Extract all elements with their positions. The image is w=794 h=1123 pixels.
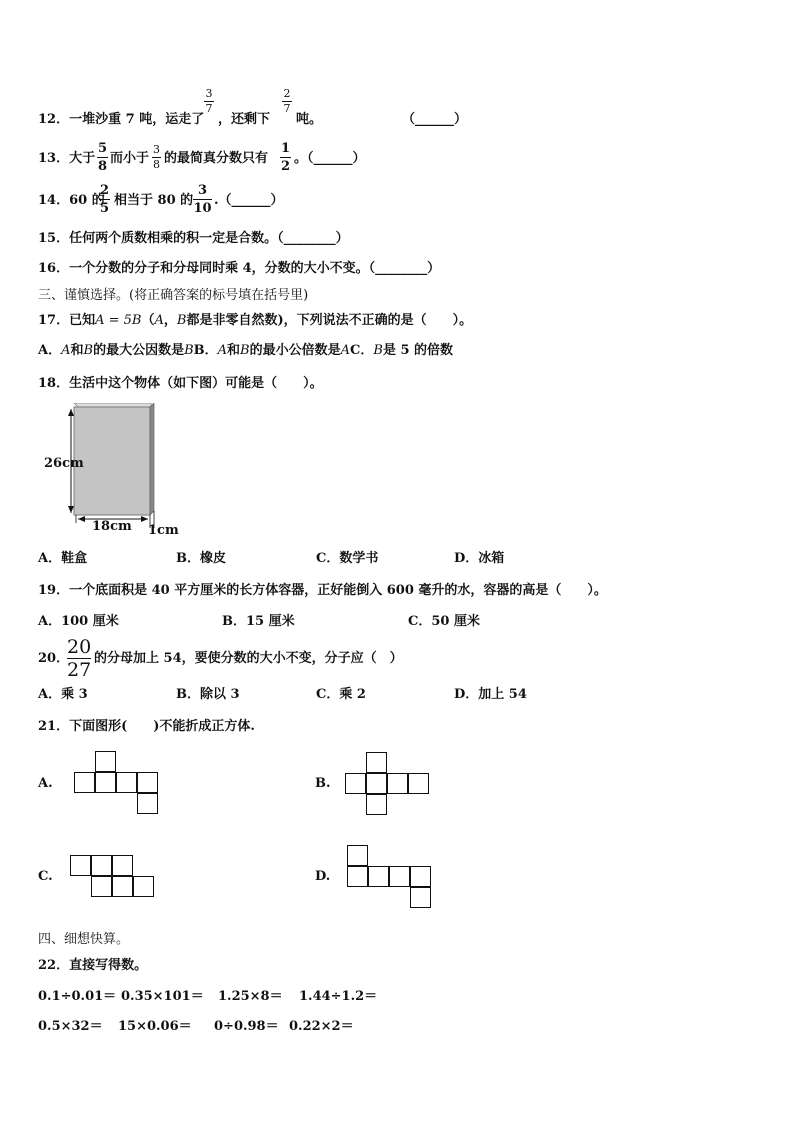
- q17-option-b-label[interactable]: B．: [193, 343, 218, 358]
- q13-f2-numerator: 3: [153, 143, 160, 156]
- q14-text-3: .（______）: [214, 193, 284, 208]
- q20-numerator: 20: [67, 636, 92, 658]
- q22-number: 22．: [38, 958, 70, 973]
- q20-denominator: 27: [67, 659, 92, 681]
- q12-f2-denominator: 7: [283, 102, 291, 115]
- q15-text: 任何两个质数相乘的积一定是合数。（________）: [69, 231, 349, 246]
- q19-option-b[interactable]: B．15 厘米: [222, 614, 295, 629]
- book-side-face: [150, 403, 154, 515]
- q22-row1-item2[interactable]: 0.35×101＝: [121, 989, 204, 1004]
- q16-number: 16．: [38, 261, 70, 276]
- q22-line: [38, 958, 147, 974]
- q12-line: [38, 112, 204, 128]
- q12-f1-numerator: 3: [205, 87, 213, 100]
- q21-text: 下面图形( )不能折成正方体.: [69, 719, 255, 734]
- q14-number: 14．: [38, 193, 70, 208]
- q18-line: [38, 376, 323, 392]
- q12-text-b: ，还剩下: [218, 112, 271, 127]
- q17-var-a: A: [154, 313, 164, 328]
- q20-option-a[interactable]: A．乘 3: [38, 687, 88, 702]
- q18-option-b[interactable]: B．橡皮: [176, 551, 226, 566]
- q17-ob-text-2: 的最小公倍数是: [249, 343, 341, 358]
- q12-fraction-2: [282, 88, 292, 115]
- q18-option-c[interactable]: C．数学书: [316, 551, 379, 566]
- q20-number: 20．: [38, 651, 70, 666]
- q12-f1-denominator: 7: [205, 102, 213, 115]
- q17-oa-var-b2: B: [184, 343, 194, 358]
- q17-line: [38, 313, 472, 329]
- q13-f2-denominator: 8: [153, 158, 160, 171]
- q13-text-4: 。（______）: [294, 151, 366, 166]
- dimension-depth-label: 1cm: [148, 523, 179, 538]
- q22-row1-item3[interactable]: 1.25×8＝: [218, 989, 283, 1004]
- q13-text-3: 的最简真分数只有: [164, 151, 269, 166]
- q12-f2-numerator: 2: [283, 87, 291, 100]
- book-front-face: [74, 407, 150, 515]
- q17-var-b: B: [176, 313, 187, 328]
- q17-text-3: 都是非零自然数)，下列说法不正确的是（ ）。: [186, 313, 473, 328]
- q17-oa-var-a: A: [61, 343, 71, 358]
- q17-oc-var-b: B: [373, 343, 383, 358]
- q18-option-a[interactable]: A．鞋盒: [38, 551, 88, 566]
- q12-fraction-1: [204, 88, 214, 115]
- q17-oa-text-1: 和: [70, 343, 84, 358]
- q22-row2-item1[interactable]: 0.5×32＝: [38, 1019, 103, 1034]
- q18-option-d[interactable]: D．冰箱: [454, 551, 505, 566]
- q19-text: 一个底面积是 40 平方厘米的长方体容器，正好能倒入 600 毫升的水，容器的高是（ ）。: [69, 583, 607, 598]
- q21-option-c-label[interactable]: C.: [38, 869, 53, 884]
- q17-comma: ，: [163, 313, 177, 328]
- q20-option-b[interactable]: B．除以 3: [176, 687, 240, 702]
- q14-fraction-2: [193, 183, 212, 216]
- q17-expression: A = 5B: [95, 313, 142, 328]
- q17-ob-var-b: B: [240, 343, 250, 358]
- q20-option-d[interactable]: D．加上 54: [454, 687, 527, 702]
- q13-fraction-2: [152, 144, 161, 171]
- q21-number: 21．: [38, 719, 70, 734]
- q18-number: 18．: [38, 376, 70, 391]
- q19-option-a[interactable]: A．100 厘米: [38, 614, 119, 629]
- q17-ob-text-1: 和: [227, 343, 241, 358]
- q17-text-1: 已知: [69, 313, 96, 328]
- section-4-heading: 四、细想快算。: [38, 932, 130, 947]
- q17-option-a-label[interactable]: A．: [38, 343, 62, 358]
- q21-option-b-label[interactable]: B.: [315, 776, 331, 791]
- q20-option-c[interactable]: C．乘 2: [316, 687, 366, 702]
- q17-ob-var-a: A: [217, 343, 228, 358]
- q13-text-2: 而小于: [110, 151, 150, 166]
- q14-f2-denominator: 10: [193, 201, 212, 216]
- dimension-width-label: 18cm: [92, 519, 132, 534]
- q16-line: [38, 261, 440, 277]
- q17-oc-text: 是 5 的倍数: [382, 343, 454, 358]
- q14-text-2: 相当于 80 的: [114, 193, 194, 208]
- q17-oa-text-2: 的最大公因数是: [93, 343, 185, 358]
- q22-row1-item1[interactable]: 0.1÷0.01＝: [38, 989, 117, 1004]
- q14-line-a: [38, 193, 105, 209]
- q20-fraction: [67, 637, 91, 680]
- q15-line: [38, 231, 349, 247]
- q22-row2-item2[interactable]: 15×0.06＝: [118, 1019, 192, 1034]
- q12-number: 12．: [38, 112, 70, 127]
- q22-text: 直接写得数。: [69, 958, 148, 973]
- q15-number: 15．: [38, 231, 70, 246]
- q19-option-c[interactable]: C．50 厘米: [408, 614, 480, 629]
- q18-text: 生活中这个物体（如下图）可能是（ ）。: [69, 376, 323, 391]
- q14-f2-numerator: 3: [197, 183, 208, 198]
- q22-row1-item4[interactable]: 1.44÷1.2＝: [299, 989, 378, 1004]
- q20-text: 的分母加上 54，要使分数的大小不变，分子应（ ）: [94, 651, 403, 666]
- q14-fraction-1: [99, 183, 110, 216]
- q19-line: [38, 583, 607, 599]
- q13-f1-numerator: 5: [97, 141, 108, 156]
- q17-oa-var-b: B: [83, 343, 94, 358]
- q22-row2-item3[interactable]: 0÷0.98＝: [214, 1019, 279, 1034]
- q12-answer-blank[interactable]: （______）: [402, 112, 468, 127]
- q13-number: 13．: [38, 151, 70, 166]
- q12-text-c: 吨。: [296, 112, 323, 127]
- q22-row2-item4[interactable]: 0.22×2＝: [289, 1019, 354, 1034]
- q14-text-1: 60 的: [69, 193, 105, 208]
- q14-f1-numerator: 2: [99, 183, 110, 198]
- q17-options: [38, 343, 453, 359]
- q13-fraction-1: [97, 141, 108, 174]
- q17-number: 17．: [38, 313, 70, 328]
- q13-fraction-3: [280, 141, 291, 174]
- q21-option-a-label[interactable]: A.: [38, 776, 53, 791]
- q13-text-1: 大于: [69, 151, 96, 166]
- q13-f1-denominator: 8: [97, 159, 108, 174]
- q18-book-figure: [40, 403, 185, 538]
- q12-text-a: 一堆沙重 7 吨，运走了: [69, 112, 205, 127]
- q13-f3-numerator: 1: [280, 141, 291, 156]
- q21-line: [38, 719, 255, 735]
- q21-option-d-label[interactable]: D.: [315, 869, 331, 884]
- q17-ob-var-a2: A: [340, 343, 351, 358]
- q14-f1-denominator: 5: [99, 201, 110, 216]
- q19-number: 19．: [38, 583, 70, 598]
- q13-line-a: [38, 151, 95, 167]
- q16-text: 一个分数的分子和分母同时乘 4，分数的大小不变。（________）: [69, 261, 441, 276]
- q13-f3-denominator: 2: [280, 159, 291, 174]
- q17-option-c-label[interactable]: C．: [350, 343, 374, 358]
- q17-text-2: （: [141, 313, 155, 328]
- dimension-height-label: 26cm: [44, 456, 84, 471]
- section-3-heading: 三、谨慎选择。(将正确答案的标号填在括号里): [38, 288, 309, 303]
